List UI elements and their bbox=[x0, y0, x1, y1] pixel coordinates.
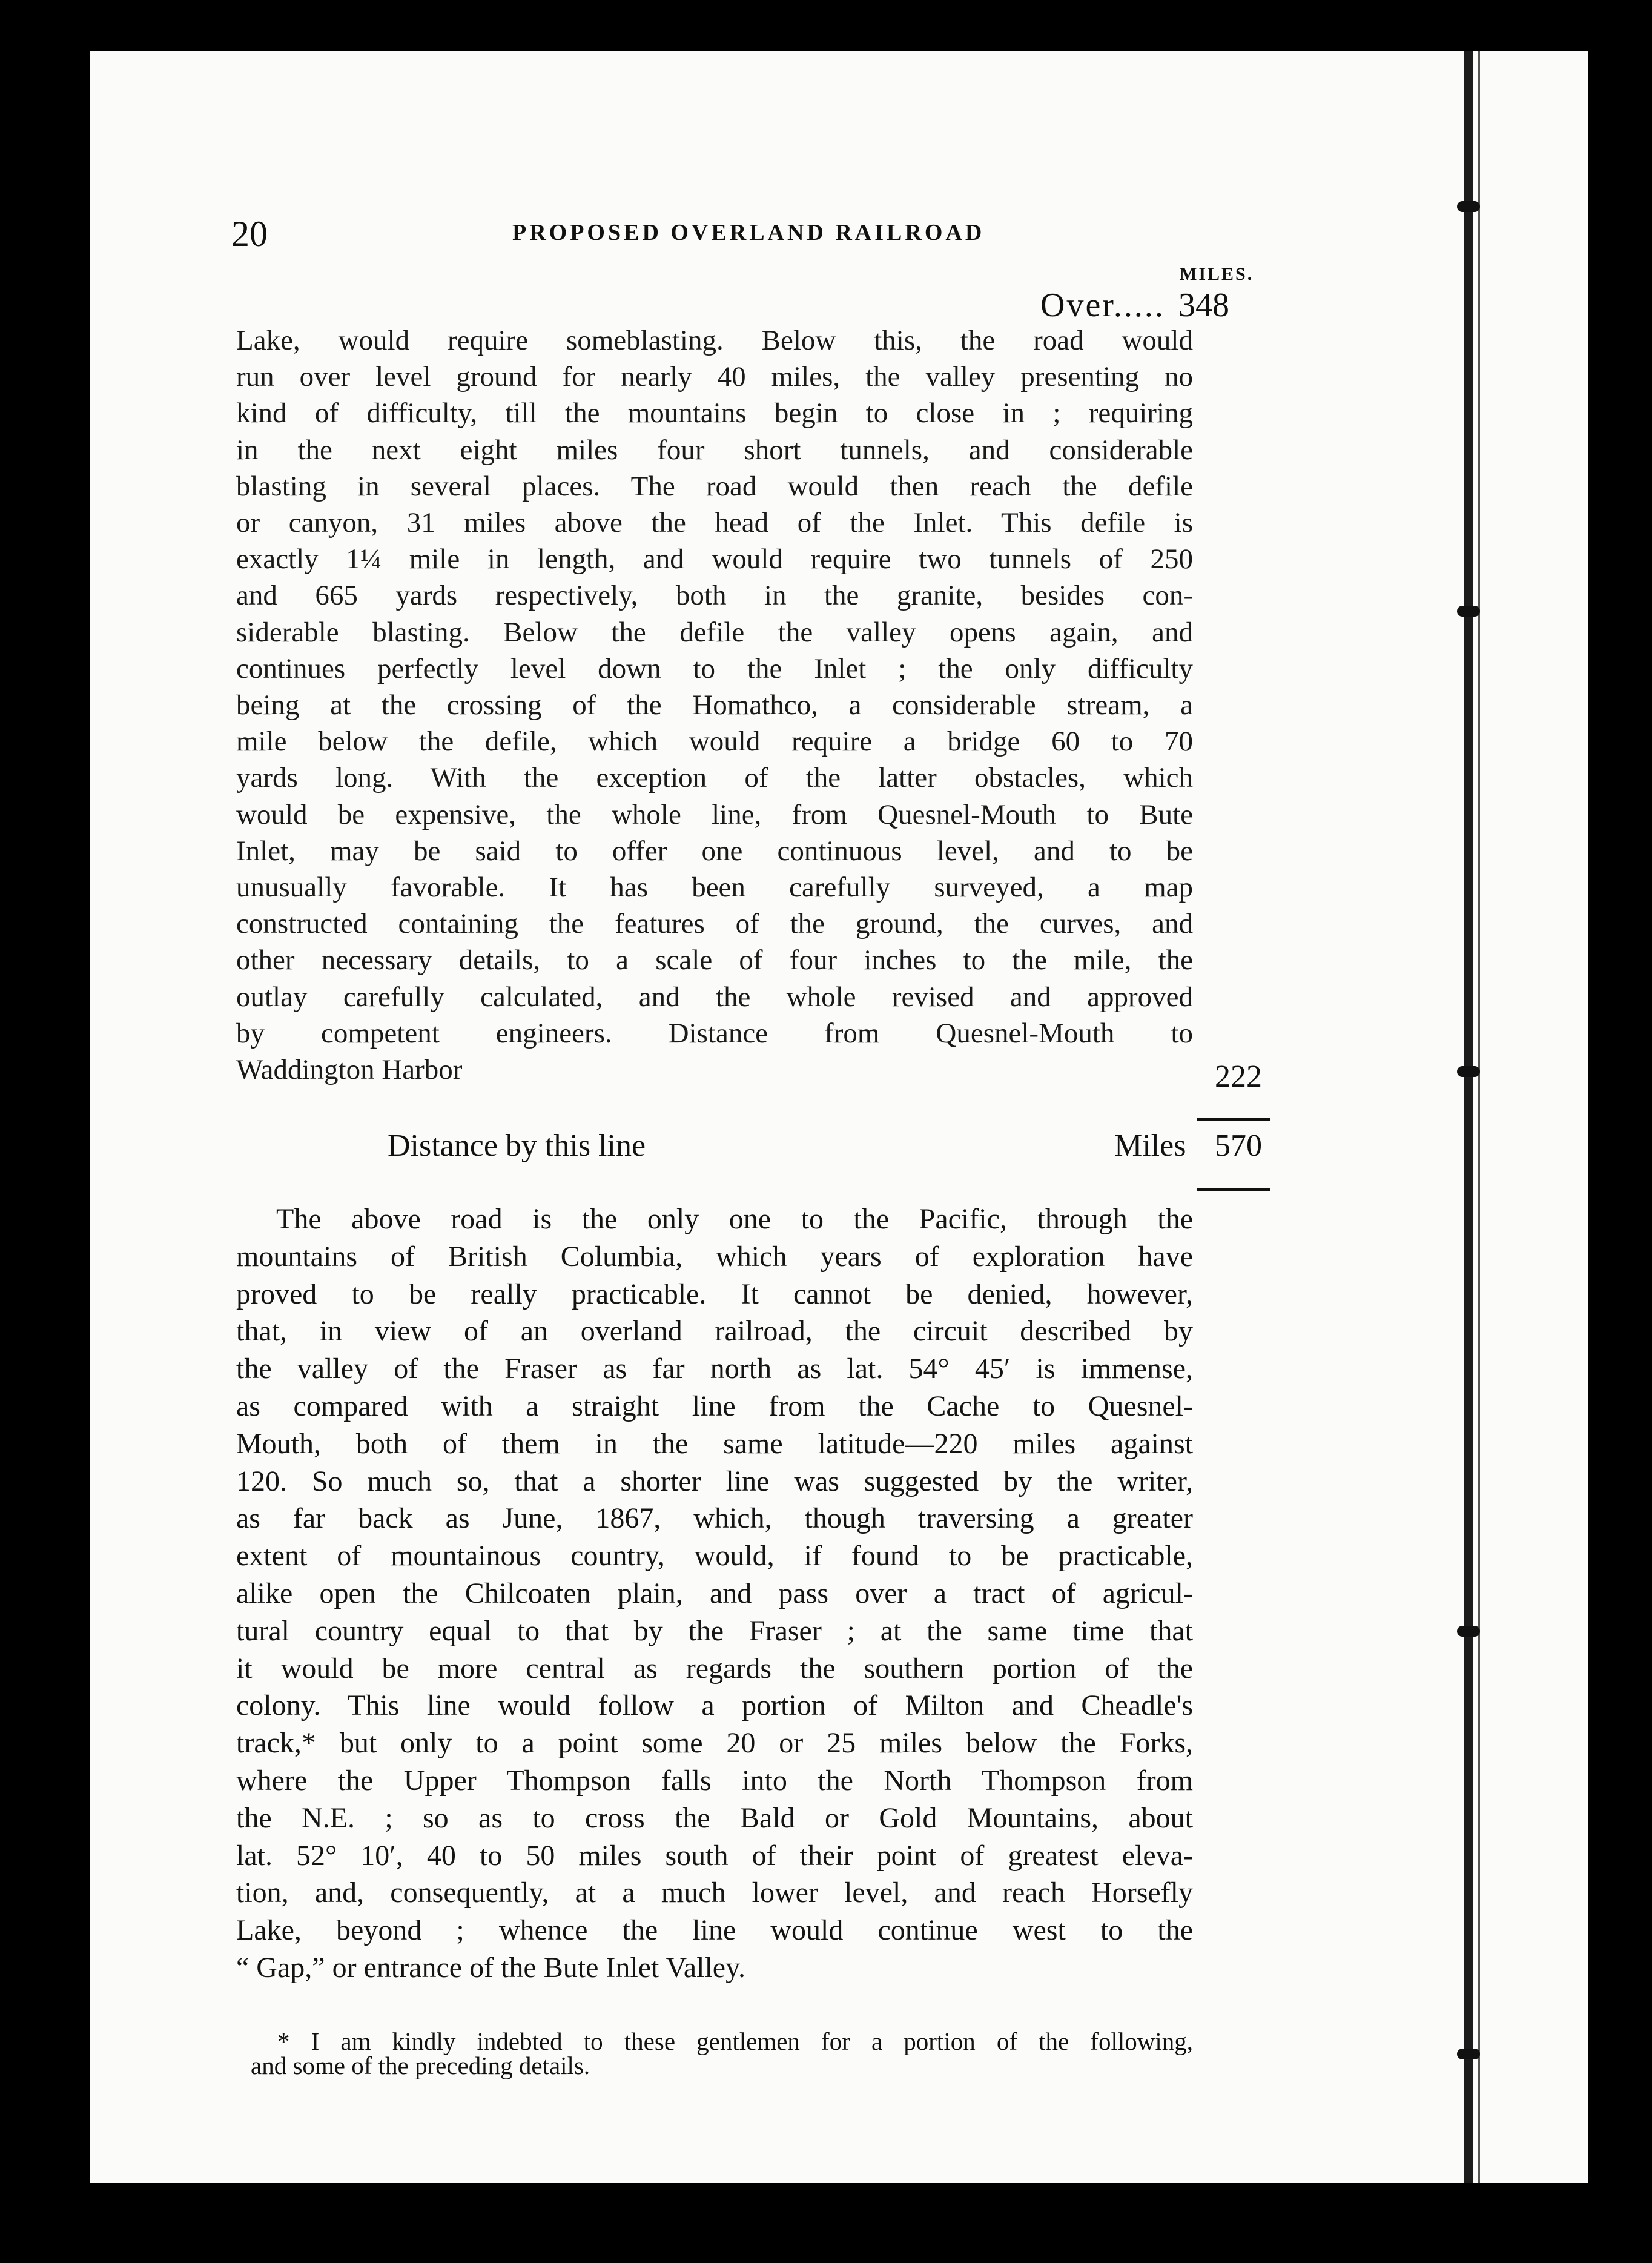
text-line: as far back as June, 1867, which, though traversing a greater bbox=[236, 1502, 1193, 1535]
text-line: and 665 yards respectively, both in the granite, besides con- bbox=[236, 580, 1193, 612]
text-line: lat. 52° 10′, 40 to 50 miles south of their point of greatest eleva- bbox=[236, 1839, 1193, 1872]
text-line: siderable blasting. Below the defile the valley opens again, and bbox=[236, 616, 1193, 648]
total-distance-label: Distance by this line bbox=[388, 1128, 646, 1163]
text-line: Inlet, may be said to offer one continuous level, and to be bbox=[236, 835, 1193, 867]
text-line: the valley of the Fraser as far north as lat. 54° 45′ is immense, bbox=[236, 1353, 1193, 1385]
text-line: proved to be really practicable. It cannot be denied, however, bbox=[236, 1277, 1193, 1310]
binding-stitch bbox=[1457, 606, 1480, 617]
binding-stitch bbox=[1457, 201, 1480, 212]
text-line: Waddington Harbor bbox=[236, 1054, 463, 1086]
text-line: as compared with a straight line from the Cache to Quesnel- bbox=[236, 1390, 1193, 1422]
text-line: in the next eight miles four short tunnels, and considerable bbox=[236, 434, 1193, 466]
carried-over-label: Over..... bbox=[1040, 287, 1165, 324]
footnote-line: * I am kindly indebted to these gentlemen for a portion of the following, bbox=[277, 2027, 1193, 2055]
text-line: being at the crossing of the Homathco, a considerable stream, a bbox=[236, 689, 1193, 721]
text-line: it would be more central as regards the southern portion of the bbox=[236, 1652, 1193, 1685]
text-line: extent of mountainous country, would, if found to be practicable, bbox=[236, 1540, 1193, 1572]
text-line: that, in view of an overland railroad, the circuit described by bbox=[236, 1315, 1193, 1348]
text-line: constructed containing the features of the ground, the curves, and bbox=[236, 908, 1193, 940]
text-line: yards long. With the exception of the latter obstacles, which bbox=[236, 762, 1193, 794]
binding-stitch bbox=[1457, 2049, 1480, 2059]
distance-value: 222 bbox=[1215, 1059, 1262, 1094]
sum-rule-top bbox=[1197, 1118, 1270, 1121]
text-line: Mouth, both of them in the same latitude—220 miles against bbox=[236, 1427, 1193, 1460]
text-line: blasting in several places. The road would then reach the defile bbox=[236, 470, 1193, 502]
page-binding-shadow bbox=[1478, 51, 1480, 2183]
page-number: 20 bbox=[231, 214, 268, 254]
text-line: colony. This line would follow a portion of Milton and Cheadle's bbox=[236, 1689, 1193, 1722]
miles-column-header: MILES. bbox=[1180, 264, 1254, 284]
text-line: The above road is the only one to the Pacific, through the bbox=[276, 1203, 1193, 1235]
text-line: Lake, beyond ; whence the line would continue west to the bbox=[236, 1914, 1193, 1947]
carried-over-value: 348 bbox=[1178, 287, 1229, 324]
binding-stitch bbox=[1457, 1066, 1480, 1077]
text-line: other necessary details, to a scale of four inches to the mile, the bbox=[236, 944, 1193, 976]
text-line: the N.E. ; so as to cross the Bald or Gold Mountains, about bbox=[236, 1801, 1193, 1834]
text-line: mile below the defile, which would require a bridge 60 to 70 bbox=[236, 726, 1193, 758]
text-line: unusually favorable. It has been carefully surveyed, a map bbox=[236, 872, 1193, 904]
page-binding-edge bbox=[1464, 51, 1473, 2183]
text-line: 120. So much so, that a shorter line was suggested by the writer, bbox=[236, 1465, 1193, 1497]
text-line: kind of difficulty, till the mountains begin to close in ; requiring bbox=[236, 397, 1193, 429]
text-line: where the Upper Thompson falls into the North Thompson from bbox=[236, 1764, 1193, 1797]
text-line: alike open the Chilcoaten plain, and pass over a tract of agricul- bbox=[236, 1577, 1193, 1609]
footnote-line: and some of the preceding details. bbox=[251, 2052, 590, 2079]
footnote bbox=[251, 2029, 1193, 2078]
text-line: “ Gap,” or entrance of the Bute Inlet Valley. bbox=[236, 1951, 745, 1984]
running-title: PROPOSED OVERLAND RAILROAD bbox=[512, 220, 985, 245]
text-line: would be expensive, the whole line, from Quesnel-Mouth to Bute bbox=[236, 798, 1193, 830]
binding-stitch bbox=[1457, 1626, 1480, 1637]
sum-rule-bottom bbox=[1197, 1188, 1270, 1191]
text-line: by competent engineers. Distance from Quesnel-Mouth to bbox=[236, 1017, 1193, 1049]
text-line: exactly 1¼ mile in length, and would require two tunnels of 250 bbox=[236, 543, 1193, 575]
text-line: outlay carefully calculated, and the whole revised and approved bbox=[236, 981, 1193, 1013]
text-line: tural country equal to that by the Fraser ; at the same time that bbox=[236, 1614, 1193, 1647]
text-line: Lake, would require someblasting. Below this, the road would bbox=[236, 325, 1193, 356]
paragraph-route-description bbox=[236, 322, 1193, 1088]
text-line: continues perfectly level down to the Inlet ; the only difficulty bbox=[236, 652, 1193, 684]
text-line: tion, and, consequently, at a much lower level, and reach Horsefly bbox=[236, 1877, 1193, 1909]
total-distance-value: 570 bbox=[1215, 1128, 1262, 1163]
text-line: or canyon, 31 miles above the head of the Inlet. This defile is bbox=[236, 507, 1193, 539]
paragraph-alternative-line bbox=[236, 1201, 1193, 1987]
text-line: track,* but only to a point some 20 or 25 miles below the Forks, bbox=[236, 1727, 1193, 1760]
text-line: mountains of British Columbia, which years of exploration have bbox=[236, 1240, 1193, 1273]
text-line: run over level ground for nearly 40 miles, the valley presenting no bbox=[236, 361, 1193, 393]
total-unit-label: Miles bbox=[1114, 1128, 1186, 1163]
